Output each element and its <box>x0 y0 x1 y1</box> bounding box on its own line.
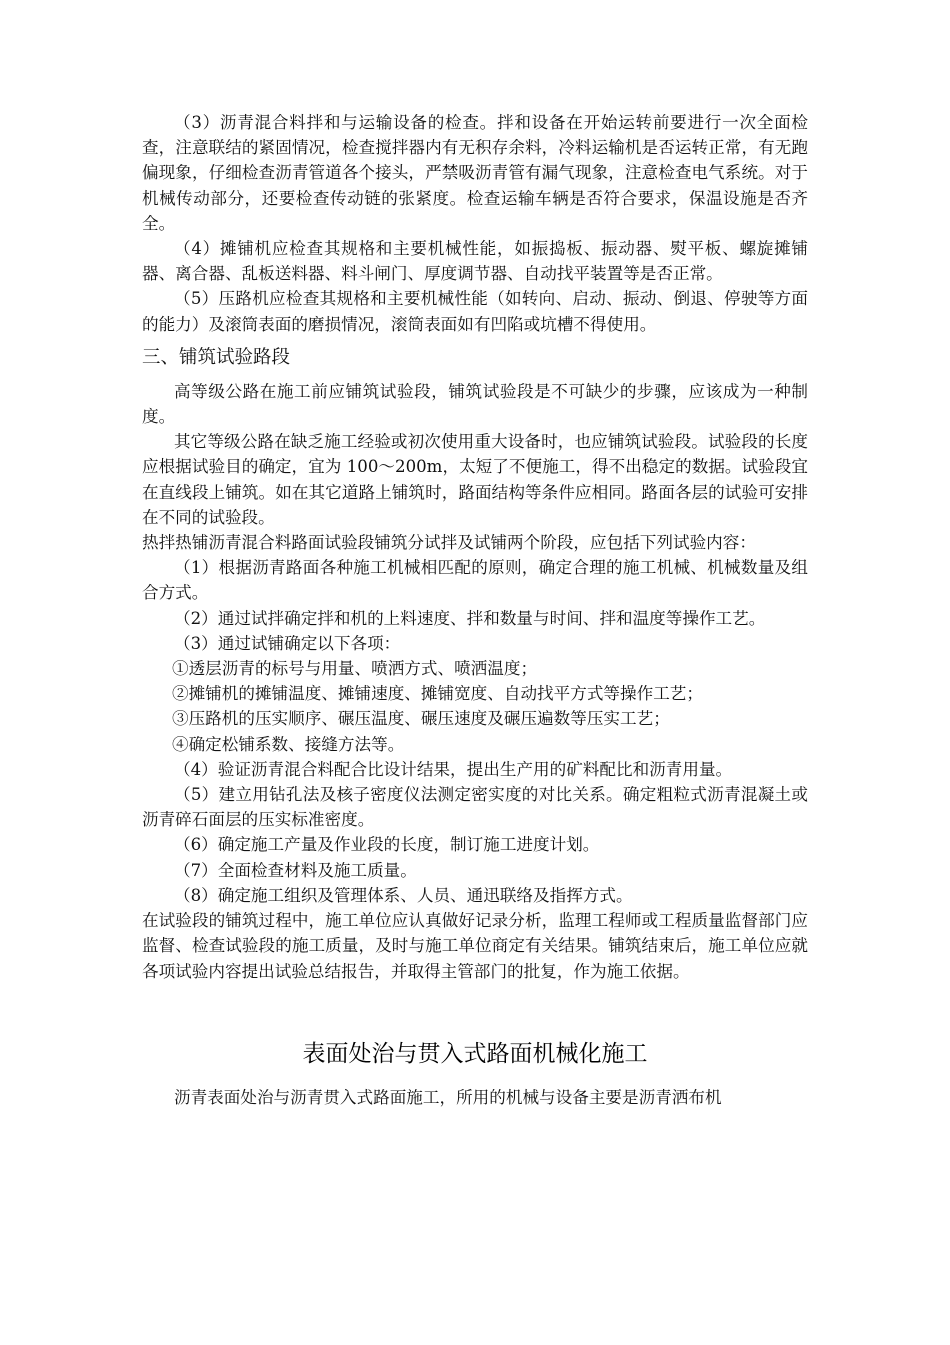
paragraph-paver-check: （4）摊铺机应检查其规格和主要机械性能，如振捣板、振动器、熨平板、螺旋摊铺器、离合器、乱板送料器、料斗闸门、厚度调节器、自动找平装置等是否正常。 <box>142 239 808 284</box>
list-item-3: （3）通过试铺确定以下各项： <box>174 633 401 653</box>
paragraph-two-stages: 热拌热铺沥青混合料路面试验段铺筑分试拌及试铺两个阶段，应包括下列试验内容： <box>142 533 756 553</box>
list-item-8: （8）确定施工组织及管理体系、人员、通迅联络及指挥方式。 <box>174 885 633 905</box>
list-item-2: （2）通过试拌确定拌和机的上料速度、拌和数量与时间、拌和温度等操作工艺。 <box>174 608 766 628</box>
document-page <box>142 110 808 1110</box>
sub-item-2: ②摊铺机的摊铺温度、摊铺速度、摊铺宽度、自动找平方式等操作工艺； <box>172 684 703 704</box>
list-item-4: （4）验证沥青混合料配合比设计结果，提出生产用的矿料配比和沥青用量。 <box>174 759 733 779</box>
paragraph-high-grade-road: 高等级公路在施工前应铺筑试验段，铺筑试验段是不可缺少的步骤，应该成为一种制度。 <box>142 381 808 427</box>
list-item-7: （7）全面检查材料及施工质量。 <box>174 860 417 880</box>
sub-item-1: ①透层沥青的标号与用量、喷洒方式、喷洒温度； <box>172 659 538 679</box>
paragraph-chapter-intro: 沥青表面处治与沥青贯入式路面施工，所用的机械与设备主要是沥青洒布机 <box>174 1087 722 1107</box>
sub-item-3: ③压路机的压实顺序、碾压温度、碾压速度及碾压遍数等压实工艺； <box>172 709 670 729</box>
sub-item-4: ④确定松铺系数、接缝方法等。 <box>172 734 405 754</box>
paragraph-mixing-equipment-check: （3）沥青混合料拌和与运输设备的检查。拌和设备在开始运转前要进行一次全面检查，注意联结的紧固情况，检查搅拌器内有无积存余料，冷料运输机是否运转正常，有无跑偏现象，仔细检查沥青管道各个接头，严禁吸沥青管有漏气现象，注意检查电气系统。对于机械传动部分，还要检查传动链的张紧度。检查运输车辆是否符合要求，保温设施是否齐全。 <box>142 113 808 233</box>
list-item-5: （5）建立用钻孔法及核子密度仪法测定密实度的对比关系。确定粗粒式沥青混凝土或沥青碎石面层的压实标准密度。 <box>142 785 808 830</box>
chapter-title: 表面处治与贯入式路面机械化施工 <box>302 1040 648 1067</box>
section-heading-test-section: 三、铺筑试验路段 <box>142 346 291 368</box>
paragraph-closing: 在试验段的铺筑过程中，施工单位应认真做好记录分析，监理工程师或工程质量监督部门应监督、检查试验段的施工质量，及时与施工单位商定有关结果。铺筑结束后，施工单位应就各项试验内容提出试验总结报告，并取得主管部门的批复，作为施工依据。 <box>142 911 808 981</box>
list-item-6: （6）确定施工产量及作业段的长度，制订施工进度计划。 <box>174 835 600 855</box>
list-item-1: （1）根据沥青路面各种施工机械相匹配的原则，确定合理的施工机械、机械数量及组合方式。 <box>142 558 808 603</box>
paragraph-other-grade-road: 其它等级公路在缺乏施工经验或初次使用重大设备时，也应铺筑试验段。试验段的长度应根据试验目的确定，宜为 100～200m，太短了不便施工，得不出稳定的数据。试验段宜在直线段上铺筑。如在其它道路上铺筑时，路面结构等条件应相同。路面各层的试验可安排在不同的试验段。 <box>142 432 808 527</box>
paragraph-roller-check: （5）压路机应检查其规格和主要机械性能（如转向、启动、振动、倒退、停驶等方面的能力）及滚筒表面的磨损情况，滚筒表面如有凹陷或坑槽不得使用。 <box>142 289 808 334</box>
